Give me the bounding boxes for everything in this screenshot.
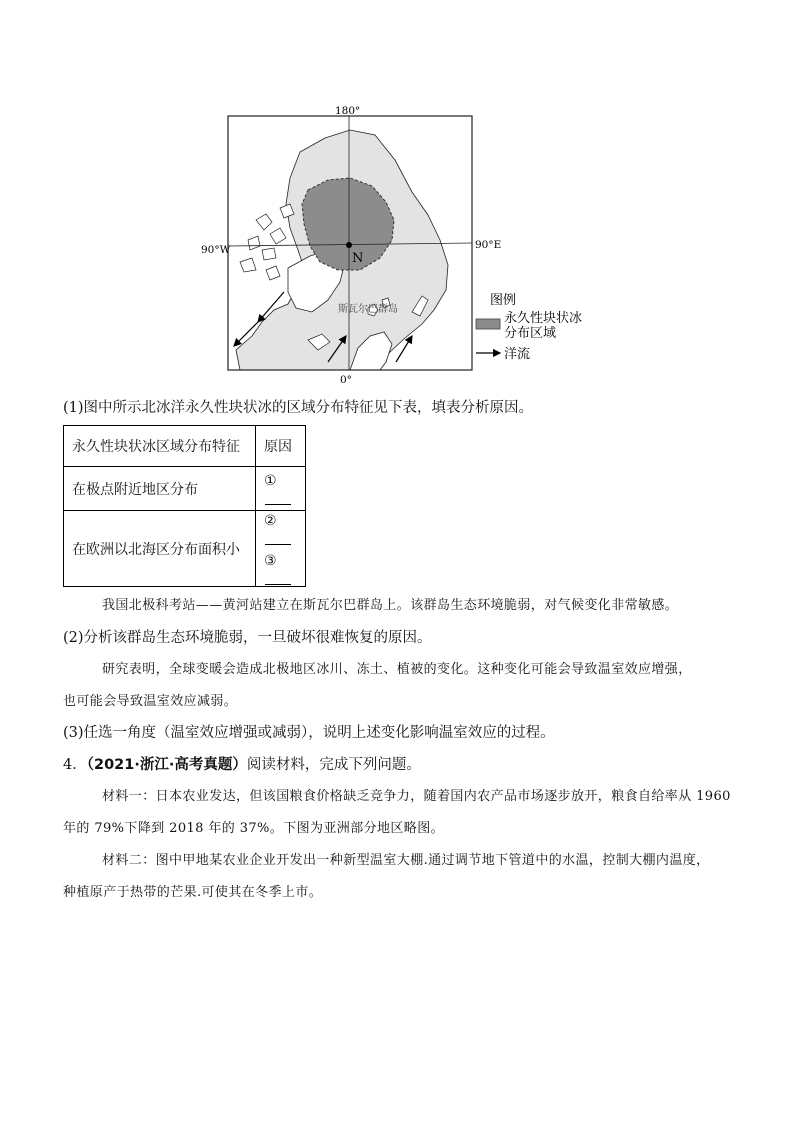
table-row	[64, 511, 306, 587]
map-legend	[476, 293, 582, 362]
material-two-line-2: 种植原产于热带的芒果.可使其在冬季上市。	[63, 885, 323, 900]
answer-blank-3[interactable]	[265, 570, 291, 585]
label-svalbard: 斯瓦尔巴群岛	[338, 304, 398, 315]
label-0: 0°	[340, 374, 352, 386]
label-180: 180°	[335, 105, 361, 117]
table-header-feature: 永久性块状冰区域分布特征	[64, 426, 256, 467]
legend-current-label: 洋流	[504, 347, 531, 362]
blank-2-label: ②	[264, 512, 277, 529]
label-90w: 90°W	[201, 244, 231, 256]
arctic-map-figure	[200, 100, 605, 390]
material-two-line-1: 材料二：图中甲地某农业企业开发出一种新型温室大棚.通过调节地下管道中的水温，控制大棚内温度，	[102, 853, 710, 868]
blank-1-label: ①	[264, 472, 277, 489]
material-one-line-1: 材料一：日本农业发达，但该国粮食价格缺乏竞争力，随着国内农产品市场逐步放开，粮食自给率从 1960	[102, 789, 731, 804]
question-4-heading	[63, 755, 421, 775]
label-n: N	[352, 251, 364, 266]
question-4-number: 4．	[63, 757, 87, 773]
material-text: 我国北极科考站——黄河站建立在斯瓦尔巴群岛上。该群岛生态环境脆弱，对气候变化非常敏感。	[102, 598, 679, 613]
table-cell-feature: 在欧洲以北海区分布面积小	[64, 511, 256, 587]
north-pole-marker	[346, 242, 352, 248]
label-90e: 90°E	[475, 239, 502, 251]
question-3: (3)任选一角度（温室效应增强或减弱），说明上述变化影响温室效应的过程。	[63, 725, 555, 741]
answer-blank-2[interactable]	[265, 530, 291, 545]
legend-ice-swatch	[476, 319, 500, 329]
table-header-reason: 原因	[256, 426, 306, 467]
blank-3-label: ③	[264, 552, 277, 569]
question-1: (1)图中所示北冰洋永久性块状冰的区域分布特征见下表，填表分析原因。	[63, 400, 534, 416]
material-text: 研究表明，全球变暖会造成北极地区冰川、冻土、植被的变化。这种变化可能会导致温室效应增强，	[102, 662, 692, 677]
question-2: (2)分析该群岛生态环境脆弱，一旦破坏很难恢复的原因。	[63, 630, 432, 646]
arctic-map	[200, 100, 605, 390]
legend-ice-label-1: 永久性块状冰	[504, 311, 583, 326]
legend-ice-label-2: 分布区域	[504, 326, 557, 341]
material-one-line-2: 年的 79%下降到 2018 年的 37%。下图为亚洲部分地区略图。	[63, 821, 445, 836]
table-cell-reason	[256, 511, 306, 587]
table-cell-reason	[256, 467, 306, 511]
question-4-instruction: 阅读材料，完成下列问题。	[246, 757, 421, 773]
question-4-source: （2021·浙江·高考真题）	[86, 757, 247, 773]
table-cell-feature: 在极点附近地区分布	[64, 467, 256, 511]
legend-title: 图例	[490, 293, 517, 308]
table-row	[64, 467, 306, 511]
table-header-row	[64, 426, 306, 467]
answer-blank-1[interactable]	[265, 490, 291, 505]
material-text: 也可能会导致温室效应减弱。	[63, 694, 238, 709]
analysis-table	[63, 425, 306, 587]
